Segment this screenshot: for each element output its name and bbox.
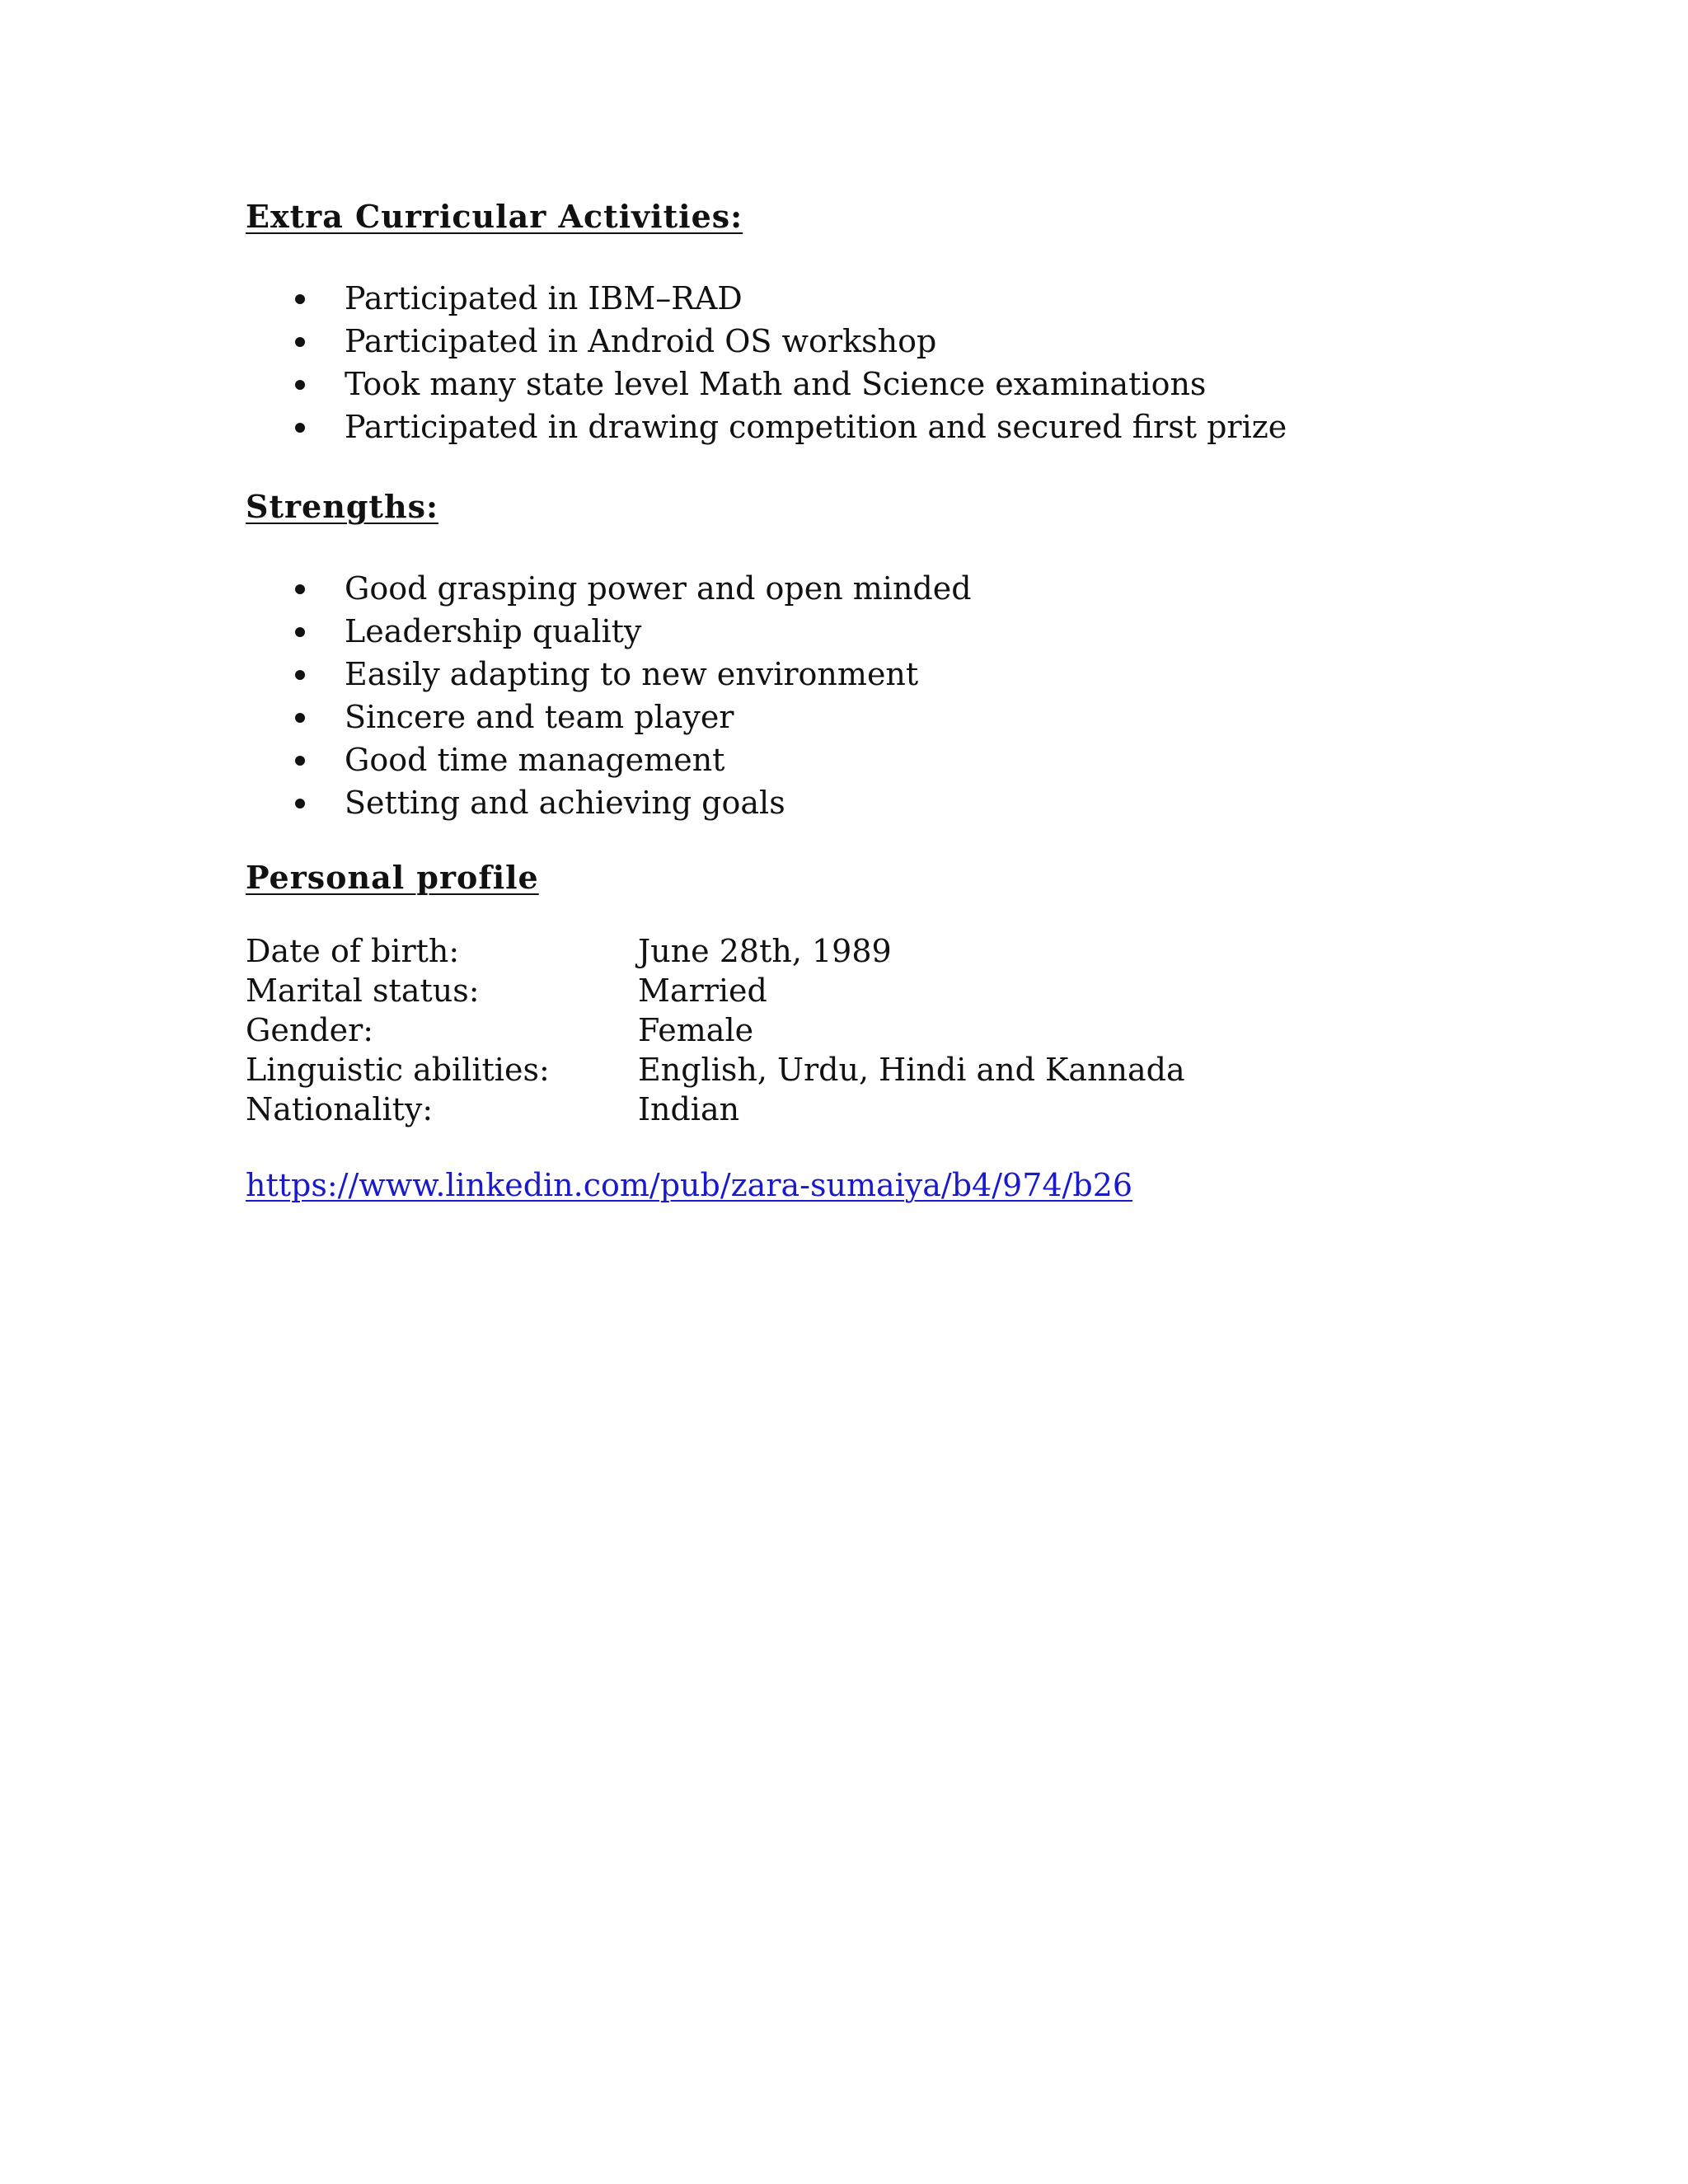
bullet-icon xyxy=(295,337,305,347)
bullet-icon xyxy=(295,713,305,723)
list-item-text: Good time management xyxy=(345,742,725,778)
bullet-icon xyxy=(295,627,305,637)
bullet-icon xyxy=(295,423,305,433)
list-item-text: Participated in Android OS workshop xyxy=(345,323,937,359)
bullet-icon xyxy=(295,670,305,680)
bullet-icon xyxy=(295,294,305,304)
profile-value: Married xyxy=(638,972,767,1009)
bullet-icon xyxy=(295,799,305,808)
profile-row-nationality xyxy=(246,1090,1400,1129)
bullet-icon xyxy=(295,756,305,766)
profile-row-linguistic-abilities xyxy=(246,1050,1400,1090)
profile-row-gender xyxy=(246,1010,1400,1050)
linkedin-profile-link[interactable]: https://www.linkedin.com/pub/zara-sumaiya/b4/974/b26 xyxy=(246,1167,1133,1203)
profile-label: Gender: xyxy=(246,1012,374,1048)
profile-row-marital-status xyxy=(246,971,1400,1010)
bullet-icon xyxy=(295,380,305,390)
profile-value: June 28th, 1989 xyxy=(638,933,892,969)
list-item-text: Good grasping power and open minded xyxy=(345,570,972,607)
profile-label: Nationality: xyxy=(246,1091,434,1127)
personal-profile-heading: Personal profile xyxy=(246,859,539,896)
list-item-text: Easily adapting to new environment xyxy=(345,656,919,692)
extra-curricular-heading: Extra Curricular Activities: xyxy=(246,198,743,235)
profile-row-date-of-birth xyxy=(246,931,1400,971)
list-item-text: Leadership quality xyxy=(345,613,642,649)
personal-profile-table xyxy=(246,931,1400,1129)
profile-label: Date of birth: xyxy=(246,933,460,969)
strengths-heading: Strengths: xyxy=(246,488,438,525)
profile-label: Marital status: xyxy=(246,972,480,1009)
profile-label: Linguistic abilities: xyxy=(246,1052,550,1088)
list-item-text: Sincere and team player xyxy=(345,699,734,735)
list-item-text: Participated in drawing competition and secured first prize xyxy=(345,409,1287,445)
list-item-text: Took many state level Math and Science examinations xyxy=(345,366,1207,402)
profile-value: Female xyxy=(638,1012,754,1048)
list-item-text: Setting and achieving goals xyxy=(345,785,785,821)
bullet-icon xyxy=(295,584,305,594)
profile-value: Indian xyxy=(638,1091,740,1127)
profile-value: English, Urdu, Hindi and Kannada xyxy=(638,1052,1185,1088)
list-item-text: Participated in IBM–RAD xyxy=(345,280,743,316)
